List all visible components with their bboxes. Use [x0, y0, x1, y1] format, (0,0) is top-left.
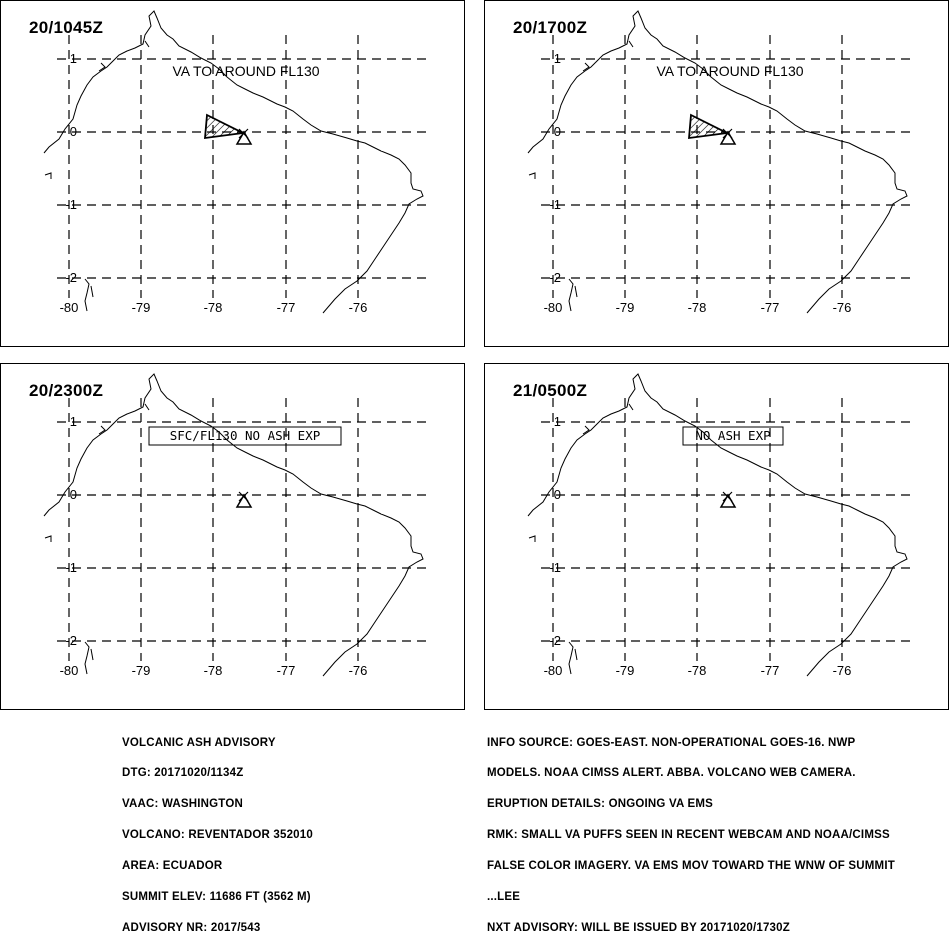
latitude-tick-label: 0: [69, 124, 77, 139]
island-outline: [569, 642, 577, 674]
forecast-panel-2: [484, 0, 949, 347]
longitude-tick-label: -80: [59, 663, 79, 678]
island-outline: [85, 279, 93, 311]
longitude-tick-label: -77: [760, 663, 780, 678]
volcano-summit-icon: [723, 492, 732, 501]
latitude-tick-label: -1: [65, 197, 77, 212]
advisory-line: MODELS. NOAA CIMSS ALERT. ABBA. VOLCANO WEB CAMERA.: [487, 767, 856, 780]
advisory-line: ERUPTION DETAILS: ONGOING VA EMS: [487, 798, 713, 811]
forecast-panel-4: [484, 363, 949, 710]
ash-height-label: VA TO AROUND FL130: [656, 63, 804, 79]
ash-forecast-label: SFC/FL130 NO ASH EXP: [169, 428, 321, 443]
latitude-tick-label: 1: [69, 414, 77, 429]
longitude-tick-label: -77: [276, 663, 296, 678]
island-outline: [85, 642, 93, 674]
longitude-tick-label: -78: [687, 663, 707, 678]
longitude-tick-label: -78: [687, 300, 707, 315]
panel-time-label: 21/0500Z: [513, 381, 588, 400]
coastline: [44, 11, 423, 313]
longitude-tick-label: -80: [543, 300, 563, 315]
latitude-tick-label: -1: [549, 560, 561, 575]
advisory-line: VOLCANIC ASH ADVISORY: [122, 736, 276, 749]
map-svg-1: [1, 1, 466, 348]
map-svg-2: [485, 1, 950, 348]
ash-cloud-area: [689, 115, 727, 138]
advisory-line: FALSE COLOR IMAGERY. VA EMS MOV TOWARD THE WNW OF SUMMIT: [487, 860, 895, 873]
longitude-tick-label: -78: [203, 300, 223, 315]
longitude-tick-label: -80: [59, 300, 79, 315]
longitude-tick-label: -76: [832, 300, 852, 315]
latitude-tick-label: -2: [65, 270, 77, 285]
panel-time-label: 20/1045Z: [29, 18, 104, 37]
map-svg-3: [1, 364, 466, 711]
coastline-fragment: [529, 173, 535, 179]
advisory-line: VOLCANO: REVENTADOR 352010: [122, 829, 313, 842]
advisory-line: AREA: ECUADOR: [122, 860, 223, 873]
advisory-line: INFO SOURCE: GOES-EAST. NON-OPERATIONAL GOES-16. NWP: [487, 736, 856, 749]
coastline: [528, 374, 907, 676]
panel-time-label: 20/2300Z: [29, 381, 104, 400]
longitude-tick-label: -77: [760, 300, 780, 315]
advisory-line: NXT ADVISORY: WILL BE ISSUED BY 20171020/1730Z: [487, 921, 790, 934]
latitude-tick-label: 1: [553, 414, 561, 429]
volcano-summit-icon: [239, 492, 248, 501]
forecast-panel-1: [0, 0, 465, 347]
map-svg-4: [485, 364, 950, 711]
ash-height-label: VA TO AROUND FL130: [172, 63, 320, 79]
longitude-tick-label: -79: [131, 300, 151, 315]
advisory-line: SUMMIT ELEV: 11686 FT (3562 M): [122, 891, 311, 904]
coastline: [44, 374, 423, 676]
coastline-fragment: [45, 536, 51, 542]
ash-cloud-area: [205, 115, 243, 138]
coastline: [528, 11, 907, 313]
island-outline: [569, 279, 577, 311]
longitude-tick-label: -79: [615, 663, 635, 678]
latitude-tick-label: 1: [69, 51, 77, 66]
coastline-fragment: [529, 536, 535, 542]
latitude-tick-label: 0: [553, 487, 561, 502]
advisory-line: ...LEE: [487, 891, 521, 904]
latitude-tick-label: -2: [549, 270, 561, 285]
advisory-line: ADVISORY NR: 2017/543: [122, 921, 261, 934]
coastline-fragment: [45, 173, 51, 179]
longitude-tick-label: -76: [832, 663, 852, 678]
advisory-info-block: [487, 717, 895, 944]
latitude-tick-label: -2: [65, 633, 77, 648]
latitude-tick-label: 1: [553, 51, 561, 66]
ash-forecast-label: NO ASH EXP: [695, 428, 771, 443]
panel-time-label: 20/1700Z: [513, 18, 588, 37]
longitude-tick-label: -80: [543, 663, 563, 678]
advisory-line: DTG: 20171020/1134Z: [122, 767, 244, 780]
longitude-tick-label: -79: [615, 300, 635, 315]
longitude-tick-label: -76: [348, 300, 368, 315]
advisory-line: VAAC: WASHINGTON: [122, 798, 243, 811]
latitude-tick-label: 0: [553, 124, 561, 139]
latitude-tick-label: -1: [65, 560, 77, 575]
longitude-tick-label: -77: [276, 300, 296, 315]
longitude-tick-label: -79: [131, 663, 151, 678]
forecast-panel-3: [0, 363, 465, 710]
advisory-line: RMK: SMALL VA PUFFS SEEN IN RECENT WEBCAM AND NOAA/CIMSS: [487, 829, 890, 842]
latitude-tick-label: -2: [549, 633, 561, 648]
latitude-tick-label: 0: [69, 487, 77, 502]
advisory-header-block: [122, 717, 313, 944]
longitude-tick-label: -78: [203, 663, 223, 678]
longitude-tick-label: -76: [348, 663, 368, 678]
latitude-tick-label: -1: [549, 197, 561, 212]
